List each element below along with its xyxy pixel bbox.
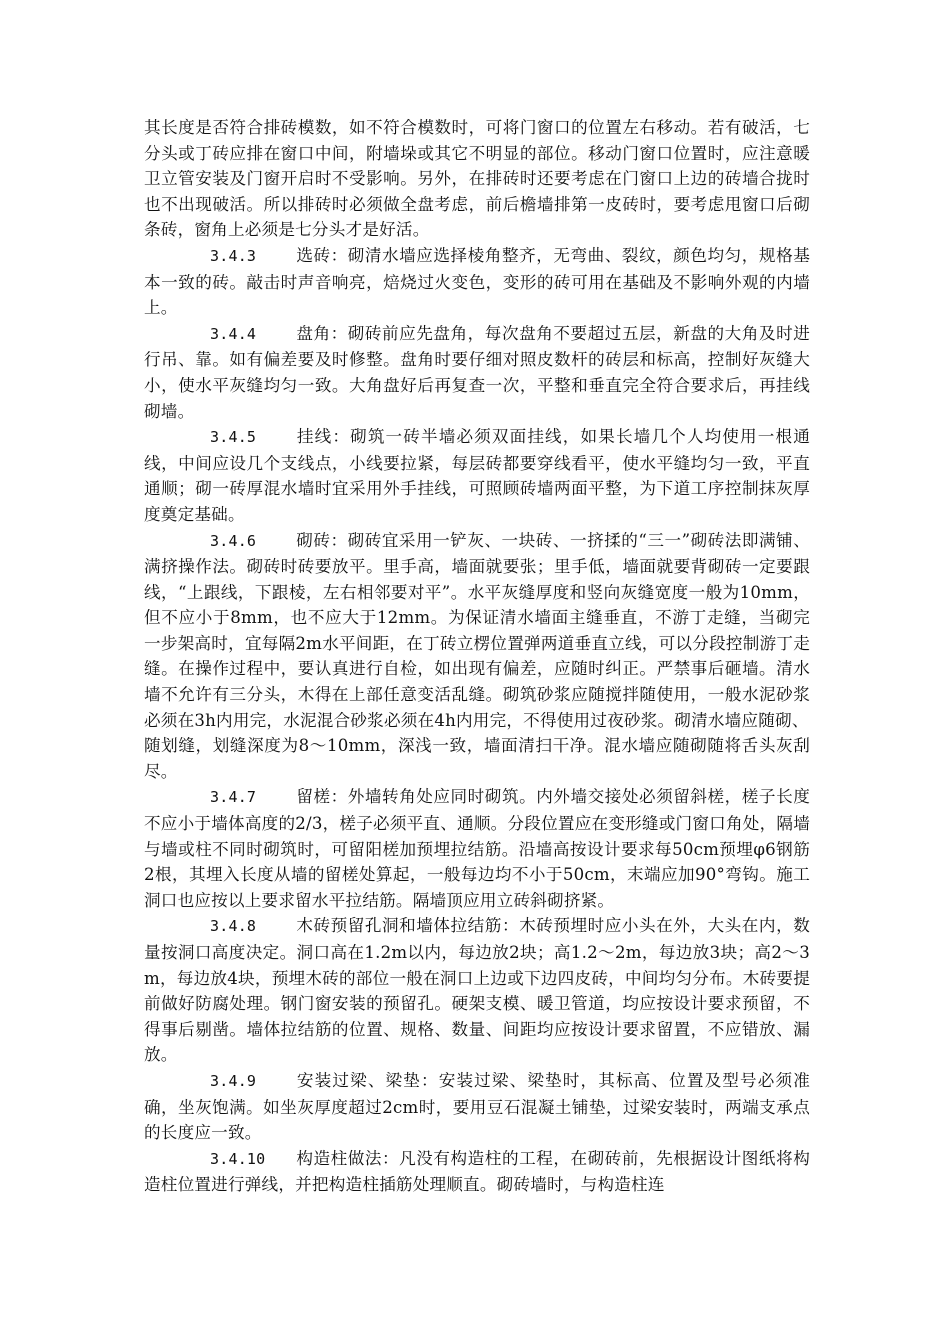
section-text: 留槎：外墙转角处应同时砌筑。内外墙交接处必须留斜槎，槎子长度不应小于墙体高度的2/3，槎子必须平直、通顺。分段位置应在变形缝或门窗口角处，隔墙与墙或柱不同时砌筑时，可留阳槎加预埋拉结筋。沿墙高按设计要求每50cm预埋φ6钢筋2根，其埋入长度从墙的留槎处算起，一般每边均不小于50cm，末端应加90°弯钩。施工洞口也应按以上要求留水平拉结筋。隔墙顶应用立砖斜砌挤紧。 [144,787,810,910]
section-3-4-6-continuation: 随划缝，划缝深度为8～10mm，深浅一致，墙面清扫干净。混水墙应随砌随将舌头灰刮尽。 [144,736,810,781]
section-text: 盘角：砌砖前应先盘角，每次盘角不要超过五层，新盘的大角及时进行吊、靠。如有偏差要及时修整。盘角时要仔细对照皮数杆的砖层和标高，控制好灰缝大小，使水平灰缝均匀一致。大角盘好后再复查一次，平整和垂直完全符合要求后，再挂线砌墙。 [144,323,810,421]
section-3-4-4 [144,321,810,424]
section-3-4-6 [144,528,810,734]
section-text: 木砖预留孔洞和墙体拉结筋：木砖预埋时应小头在外，大头在内，数量按洞口高度决定。洞口高在1.2m以内，每边放2块；高1.2～2m，每边放3块；高2～3m，每边放4块，预埋木砖的部位一般在洞口上边或下边四皮砖，中间均匀分布。木砖要提前做好防腐处理。钢门窗安装的预留孔。硬架支模、暖卫管道，均应按设计要求预留，不得事后剔凿。墙体拉结筋的位置、规格、数量、间距均应按设计要求留置，不应错放、漏放。 [144,916,810,1065]
section-3-4-5 [144,424,810,527]
section-text: 构造柱做法：凡没有构造柱的工程，在砌砖前，先根据设计图纸将构造柱位置进行弹线，并把构造柱插筋处理顺直。砌砖墙时，与构造柱连 [144,1148,810,1195]
section-3-4-9 [144,1068,810,1146]
section-text: 选砖：砌清水墙应选择棱角整齐，无弯曲、裂纹，颜色均匀，规格基本一致的砖。敲击时声音响亮，焙烧过火变色，变形的砖可用在基础及不影响外观的内墙上。 [144,245,810,318]
section-number: 3.4.5 [210,428,257,447]
section-3-4-8 [144,913,810,1068]
section-number: 3.4.4 [210,324,257,343]
section-number: 3.4.7 [210,788,257,807]
section-3-4-7 [144,784,810,913]
section-3-4-10 [144,1146,810,1198]
section-number: 3.4.3 [210,246,257,265]
section-text: 挂线：砌筑一砖半墙必须双面挂线，如果长墙几个人均使用一根通线，中间应设几个支线点，小线要拉紧，每层砖都要穿线看平，使水平缝均匀一致，平直通顺；砌一砖厚混水墙时宜采用外手挂线，可照顾砖墙两面平整，为下道工序控制抹灰厚度奠定基础。 [144,427,810,524]
section-number: 3.4.9 [210,1071,257,1090]
document-body [144,115,810,1198]
paragraph-intro: 其长度是否符合排砖模数，如不符合模数时，可将门窗口的位置左右移动。若有破活，七分头或丁砖应排在窗口中间，附墙垛或其它不明显的部位。移动门窗口位置时，应注意暖卫立管安装及门窗开启时不受影响。另外，在排砖时还要考虑在门窗口上边的砖墙合拢时也不出现破活。所以排砖时必须做全盘考虑，前后檐墙排第一皮砖时，要考虑甩窗口后砌条砖，窗角上必须是七分头才是好活。 [144,118,810,240]
section-text: 安装过梁、梁垫：安装过梁、梁垫时，其标高、位置及型号必须准确，坐灰饱满。如坐灰厚度超过2cm时，要用豆石混凝土铺垫，过梁安装时，两端支承点的长度应一致。 [144,1070,810,1143]
section-text: 砌砖：砌砖宜采用一铲灰、一块砖、一挤揉的“三一”砌砖法即满铺、满挤操作法。砌砖时砖要放平。里手高，墙面就要张；里手低，墙面就要背砌砖一定要跟线，“上跟线，下跟棱，左右相邻要对平”。水平灰缝厚度和竖向灰缝宽度一般为10mm，但不应小于8mm，也不应大于12mm。为保证清水墙面主缝垂直，不游丁走缝，当砌完一步架高时，宜每隔2m水平间距，在丁砖立楞位置弹两道垂直立线，可以分段控制游丁走缝。在操作过程中，要认真进行自检，如出现有偏差，应随时纠正。严禁事后砸墙。清水墙不允许有三分头，木得在上部任意变活乱缝。砌筑砂浆应随搅拌随使用，一般水泥砂浆必须在3h内用完，水泥混合砂浆必须在4h内用完，不得使用过夜砂浆。砌清水墙应随砌、 [144,530,810,730]
section-number: 3.4.6 [210,531,257,550]
section-number: 3.4.10 [210,1149,266,1168]
section-number: 3.4.8 [210,917,257,936]
section-3-4-3 [144,243,810,321]
